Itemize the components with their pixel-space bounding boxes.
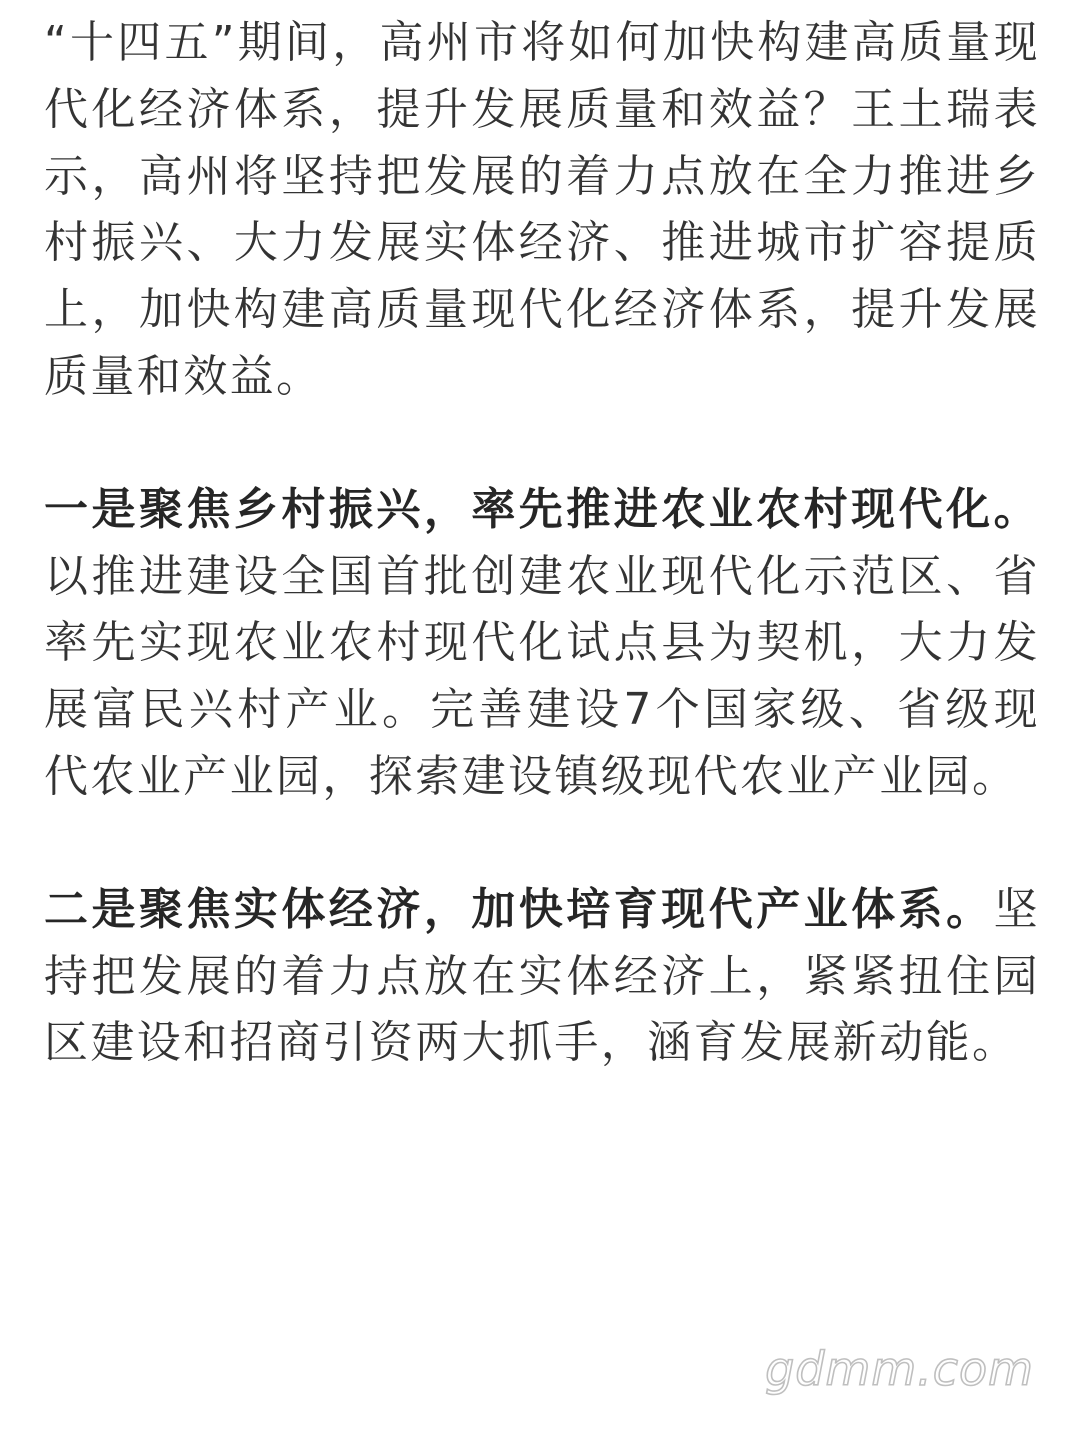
- paragraph-intro-text: “十四五”期间，高州市将如何加快构建高质量现代化经济体系，提升发展质量和效益？王土瑞表示，高州将坚持把发展的着力点放在全力推进乡村振兴、大力发展实体经济、推进城市扩容提质上，加快构建高质量现代化经济体系，提升发展质量和效益。: [44, 17, 1040, 402]
- article-body: [44, 10, 1040, 1077]
- paragraph-body-text: 以推进建设全国首批创建农业现代化示范区、省率先实现农业农村现代化试点县为契机，大力发展富民兴村产业。完善建设7个国家级、省级现代农业产业园，探索建设镇级现代农业产业园。: [44, 550, 1040, 802]
- paragraph-lead-bold: 二是聚焦实体经济，加快培育现代产业体系。: [44, 883, 994, 935]
- paragraph-real-economy: [44, 877, 1040, 1077]
- paragraph-intro: [44, 10, 1040, 411]
- paragraph-body-text: 坚持把发展的着力点放在实体经济上，紧紧扭住园区建设和招商引资两大抓手，涵育发展新动能。: [44, 883, 1040, 1069]
- site-watermark: gdmm.com: [765, 1342, 1034, 1396]
- paragraph-lead-bold: 一是聚焦乡村振兴，率先推进农业农村现代化。: [44, 483, 1040, 535]
- paragraph-rural-revitalization: [44, 477, 1040, 811]
